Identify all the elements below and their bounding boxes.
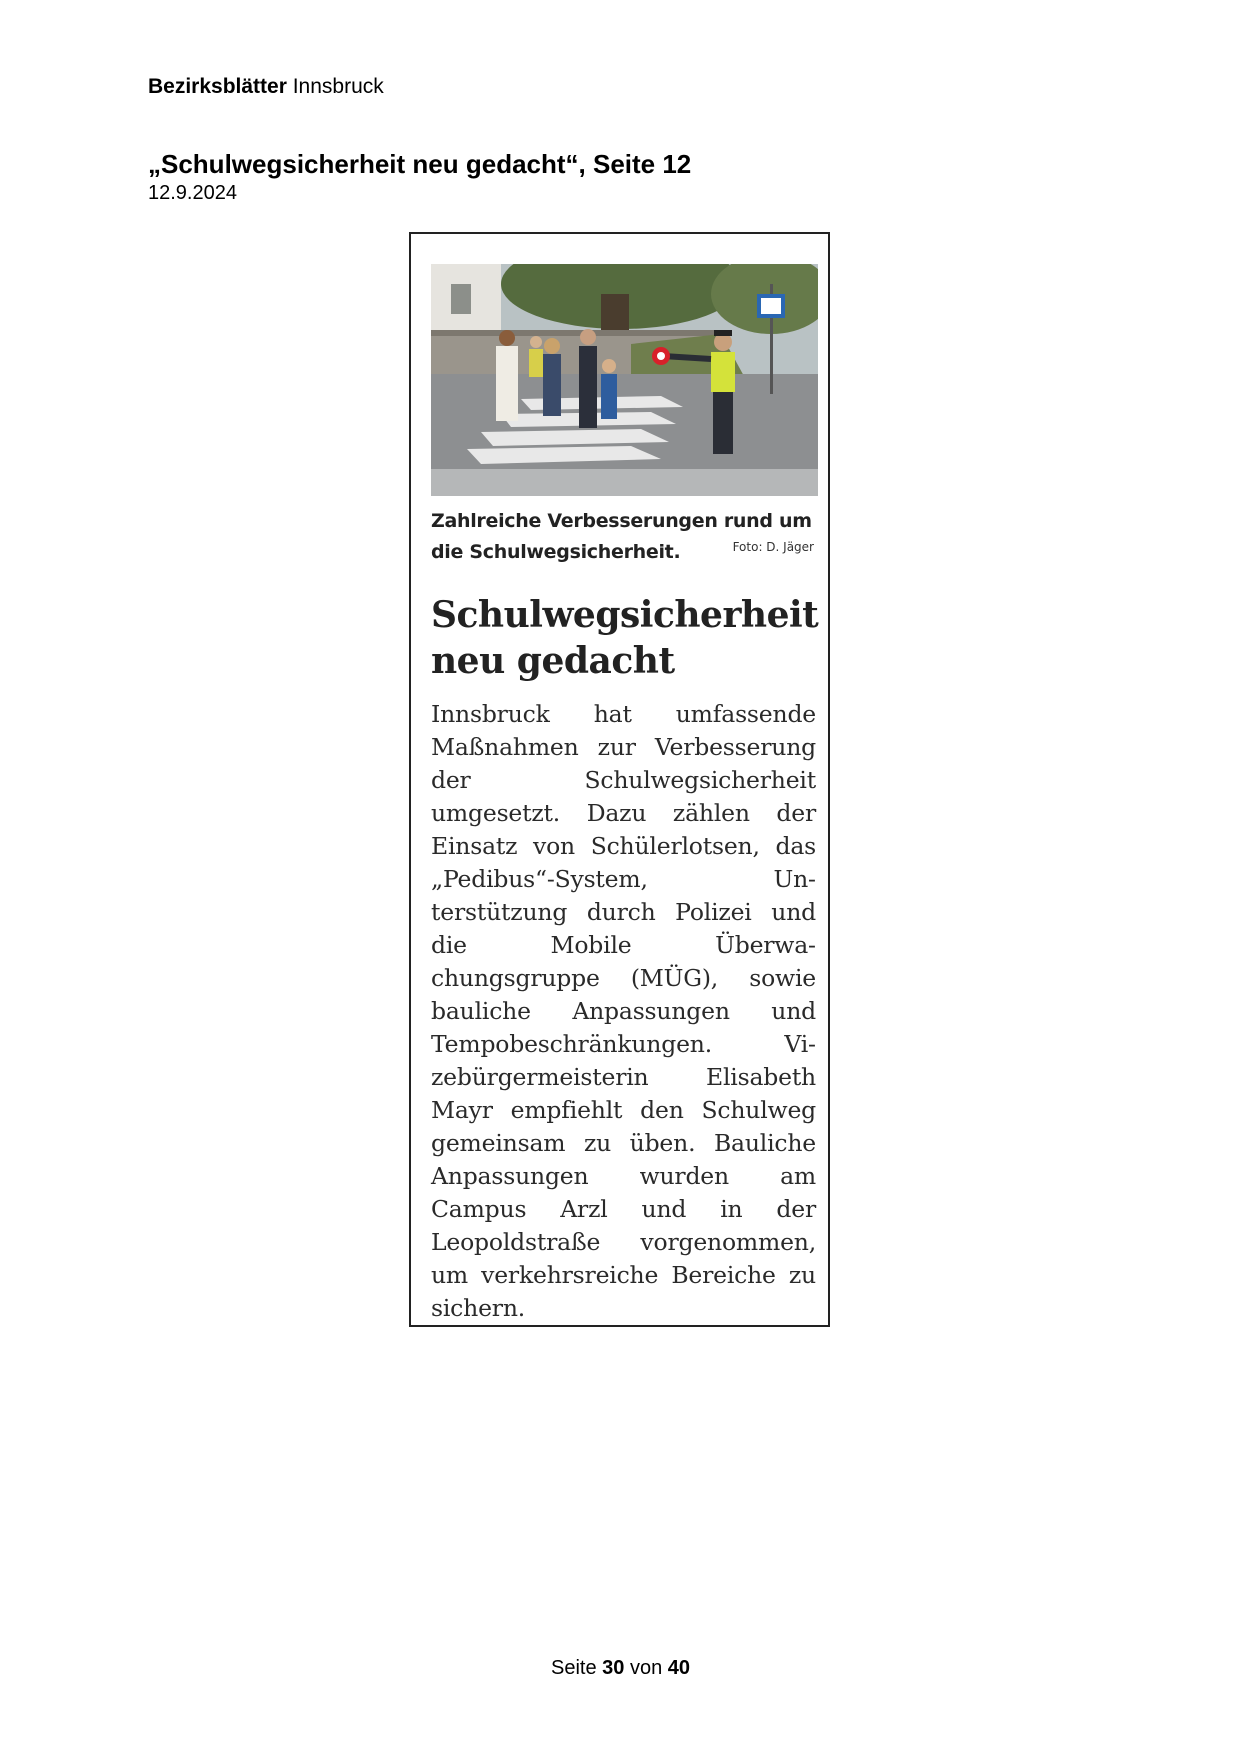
page-number xyxy=(0,1657,1241,1680)
article-date: 12.9.2024 xyxy=(148,182,237,204)
article-body: Innsbruck hat umfassende Maßnahmen zur Verbesserung der Schulwegsicherheit umgesetzt. Dazu zählen der Einsatz von Schülerlotsen, das „Pedibus“-System, Unterstützung durch Polizei und die Mobile Überwachungsgruppe (MÜG), sowie bauliche Anpassungen und Tempobeschränkungen. Vizebürgermeisterin Elisabeth Mayr empfiehlt den Schulweg gemeinsam zu üben. Bauliche Anpassungen wurden am Campus Arzl und in der Leopoldstraße vorgenommen, um verkehrsreiche Bereiche zu sichern. xyxy=(431,700,816,1322)
page-number-middle: von xyxy=(624,1657,668,1679)
photo-credit: Foto: D. Jäger xyxy=(732,540,814,554)
page-number-total: 40 xyxy=(667,1657,690,1679)
article-photo xyxy=(431,264,818,496)
publication-name-bold: Bezirksblätter xyxy=(148,75,287,98)
article-reference: „Schulwegsicherheit neu gedacht“, Seite 12 xyxy=(148,149,692,179)
page-number-current: 30 xyxy=(602,1657,625,1679)
page-number-prefix: Seite xyxy=(550,1657,603,1679)
publication-region: Innsbruck xyxy=(286,75,384,98)
article-headline: Schulwegsicherheit neu gedacht xyxy=(431,594,819,682)
photo-caption: Zahlreiche Verbesserungen rund um die Schulwegsicherheit. xyxy=(431,510,812,563)
newspaper-clipping xyxy=(409,232,830,1327)
publication-name xyxy=(148,74,384,100)
